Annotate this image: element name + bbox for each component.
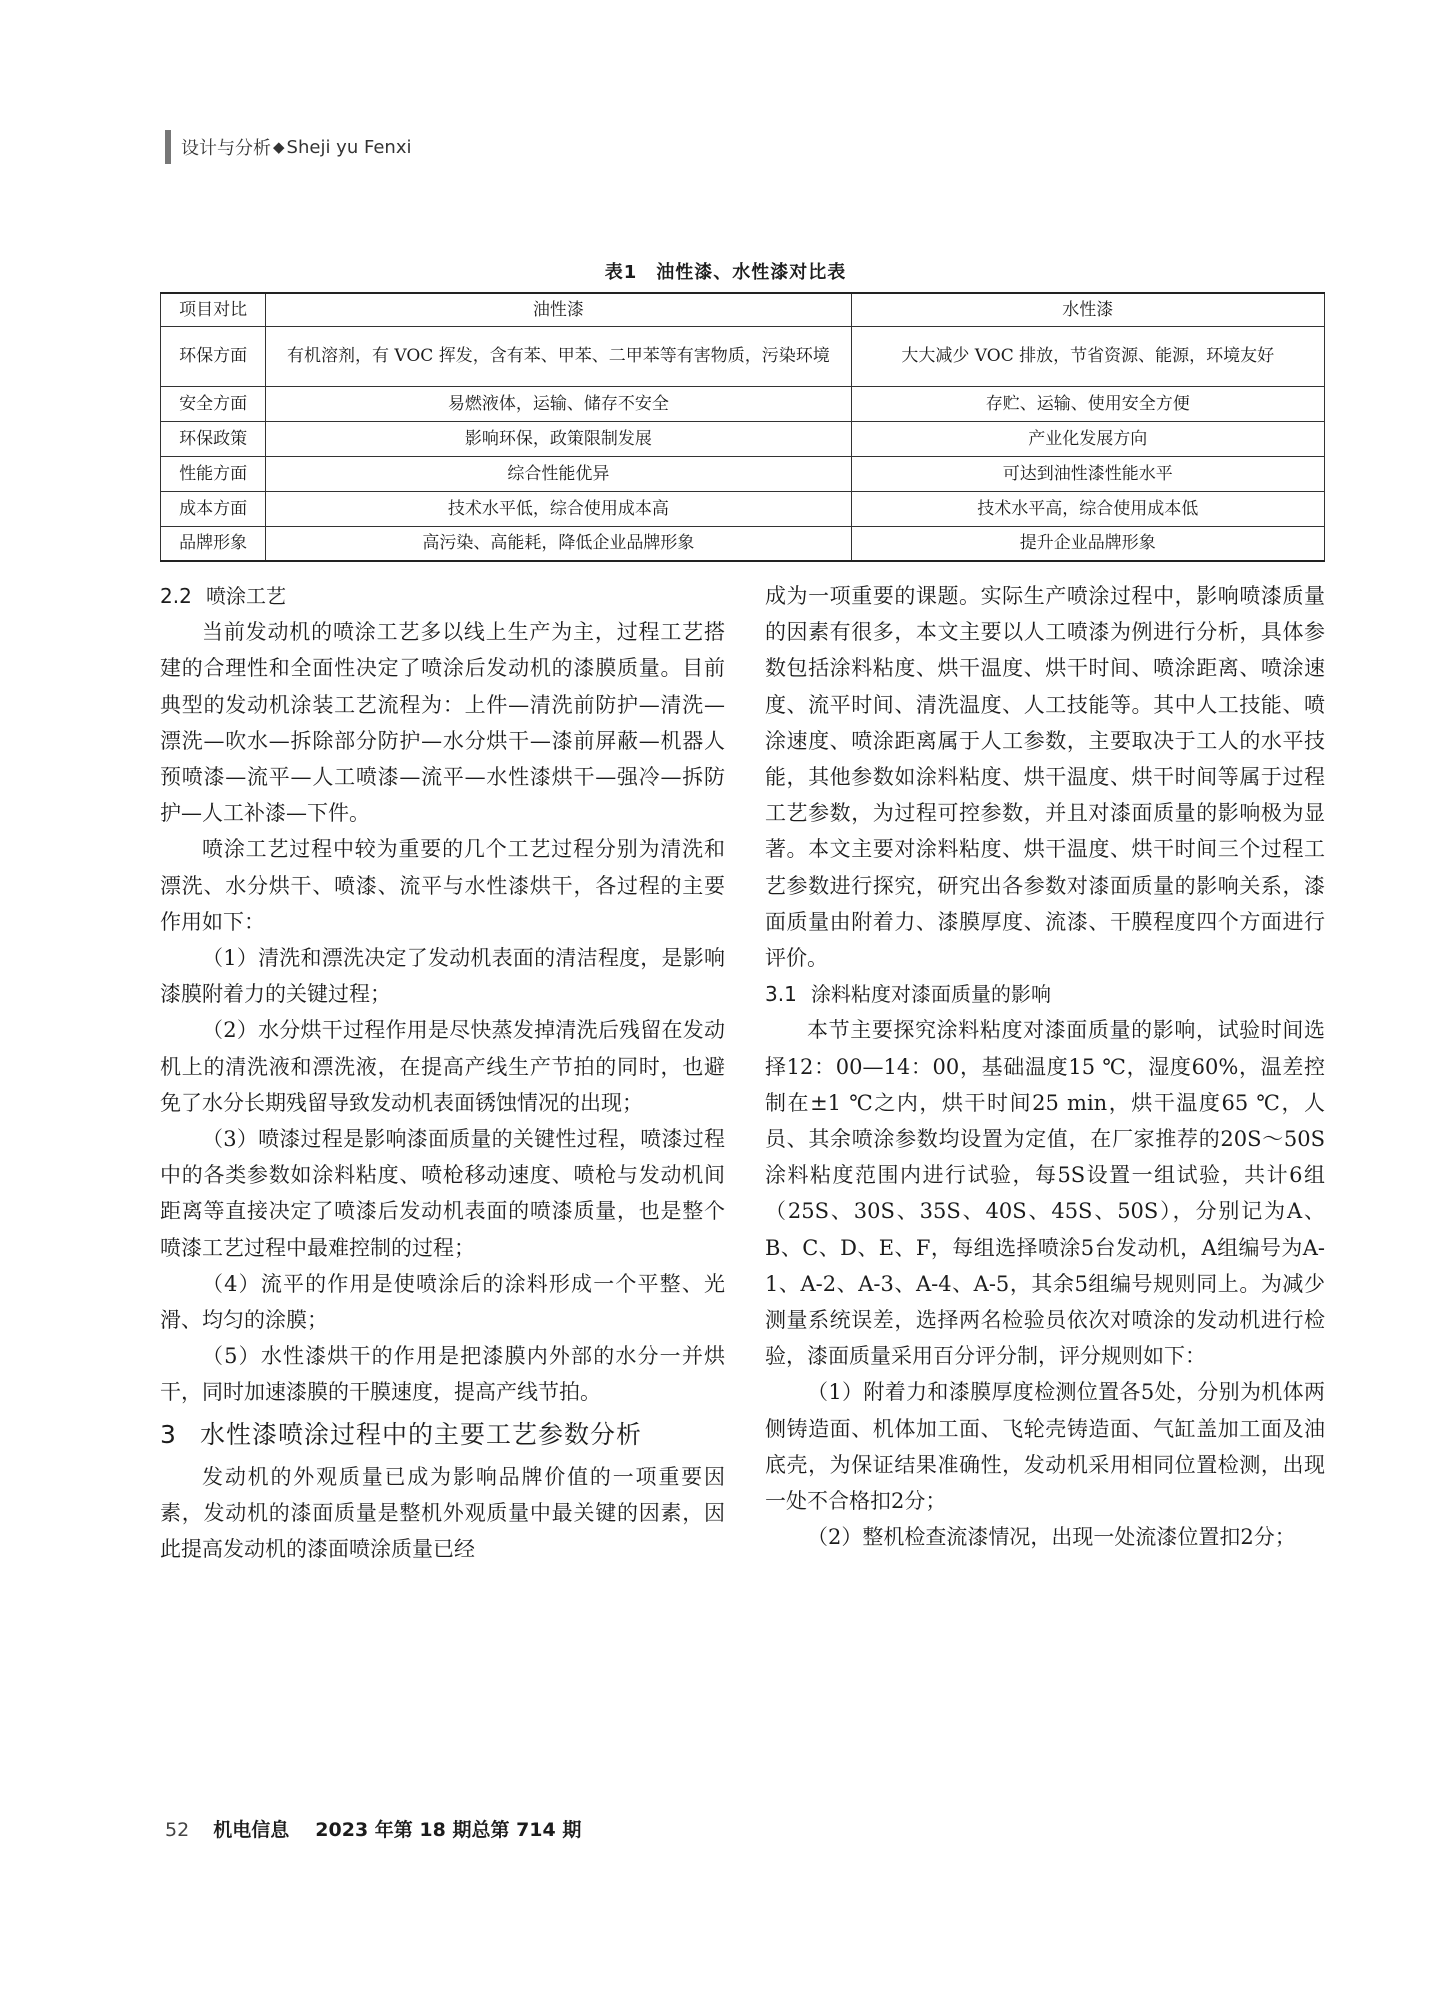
list-item: （2）水分烘干过程作用是尽快蒸发掉清洗后残留在发动机上的清洗液和漂洗液，在提高产线生产节拍的同时，也避免了水分长期残留导致发动机表面锈蚀情况的出现； xyxy=(160,1018,725,1115)
section-heading-3 xyxy=(160,1415,725,1455)
table-cell: 环保方面 xyxy=(161,326,266,386)
table-cell: 环保政策 xyxy=(161,421,266,456)
table-cell: 安全方面 xyxy=(161,386,266,421)
table-header-row xyxy=(161,293,1325,326)
table-cell: 技术水平高，综合使用成本低 xyxy=(851,491,1325,526)
table-cell: 影响环保，政策限制发展 xyxy=(266,421,851,456)
section-title: 喷涂工艺 xyxy=(206,584,286,608)
right-column xyxy=(765,578,1325,1555)
page-footer xyxy=(165,1815,581,1842)
paragraph: 成为一项重要的课题。实际生产喷涂过程中，影响喷漆质量的因素有很多，本文主要以人工喷漆为例进行分析，具体参数包括涂料粘度、烘干温度、烘干时间、喷涂距离、喷涂速度、流平时间、清洗温度、人工技能等。其中人工技能、喷涂速度、喷涂距离属于人工参数，主要取决于工人的水平技能，其他参数如涂料粘度、烘干温度、烘干时间等属于过程工艺参数，为过程可控参数，并且对漆面质量的影响极为显著。本文主要对涂料粘度、烘干温度、烘干时间三个过程工艺参数进行探究，研究出各参数对漆面质量的影响关系，漆面质量由附着力、漆膜厚度、流漆、干膜程度四个方面进行评价。 xyxy=(765,584,1325,971)
table-cell: 性能方面 xyxy=(161,456,266,491)
table-cell: 提升企业品牌形象 xyxy=(851,526,1325,561)
table-cell: 成本方面 xyxy=(161,491,266,526)
section-title: 水性漆喷涂过程中的主要工艺参数分析 xyxy=(200,1419,643,1449)
list-item: （2）整机检查流漆情况，出现一处流漆位置扣2分； xyxy=(807,1525,1296,1550)
section-number: 3.1 xyxy=(765,982,797,1007)
table-cell: 产业化发展方向 xyxy=(851,421,1325,456)
section-title: 涂料粘度对漆面质量的影响 xyxy=(811,982,1051,1007)
table-row xyxy=(161,526,1325,561)
list-item: （1）清洗和漂洗决定了发动机表面的清洁程度，是影响漆膜附着力的关键过程； xyxy=(160,946,725,1007)
header-pinyin: Sheji yu Fenxi xyxy=(286,136,412,158)
table-row xyxy=(161,491,1325,526)
table-cell: 技术水平低，综合使用成本高 xyxy=(266,491,851,526)
header-bar xyxy=(165,130,171,164)
table-cell: 品牌形象 xyxy=(161,526,266,561)
table-row xyxy=(161,421,1325,456)
table-cell: 高污染、高能耗，降低企业品牌形象 xyxy=(266,526,851,561)
comparison-table xyxy=(160,292,1325,562)
left-column xyxy=(160,578,725,1567)
table-cell: 可达到油性漆性能水平 xyxy=(851,456,1325,491)
table-cell: 大大减少 VOC 排放，节省资源、能源，环境友好 xyxy=(851,326,1325,386)
paragraph: 喷涂工艺过程中较为重要的几个工艺过程分别为清洗和漂洗、水分烘干、喷漆、流平与水性漆烘干，各过程的主要作用如下： xyxy=(160,837,725,934)
table-cell: 有机溶剂，有 VOC 挥发，含有苯、甲苯、二甲苯等有害物质，污染环境 xyxy=(266,326,851,386)
table-header-cell: 油性漆 xyxy=(266,293,851,326)
section-heading-3-1 xyxy=(765,976,1325,1012)
table-row xyxy=(161,456,1325,491)
running-header xyxy=(165,130,411,164)
diamond-icon: ◆ xyxy=(273,138,285,156)
section-number: 3 xyxy=(160,1419,177,1449)
table-cell: 易燃液体，运输、储存不安全 xyxy=(266,386,851,421)
list-item: （1）附着力和漆膜厚度检测位置各5处，分别为机体两侧铸造面、机体加工面、飞轮壳铸造面、气缸盖加工面及油底壳，为保证结果准确性，发动机采用相同位置检测，出现一处不合格扣2分； xyxy=(765,1380,1325,1514)
table-header-cell: 水性漆 xyxy=(851,293,1325,326)
list-item: （3）喷漆过程是影响漆面质量的关键性过程，喷漆过程中的各类参数如涂料粘度、喷枪移动速度、喷枪与发动机间距离等直接决定了喷漆后发动机表面的喷漆质量，也是整个喷漆工艺过程中最难控制的过程； xyxy=(160,1127,725,1260)
paragraph: 本节主要探究涂料粘度对漆面质量的影响，试验时间选择12：00—14：00，基础温度15 ℃，湿度60%，温差控制在±1 ℃之内，烘干时间25 min，烘干温度65 ℃，人员、其余喷涂参数均设置为定值，在厂家推荐的20S～50S涂料粘度范围内进行试验，每5S设置一组试验，共计6组（25S、30S、35S、40S、45S、50S），分别记为A、B、C、D、E、F，每组选择喷涂5台发动机，A组编号为A-1、A-2、A-3、A-4、A-5，其余5组编号规则同上。为减少测量系统误差，选择两名检验员依次对喷涂的发动机进行检验，漆面质量采用百分评分制，评分规则如下： xyxy=(765,1018,1325,1369)
paragraph: 当前发动机的喷涂工艺多以线上生产为主，过程工艺搭建的合理性和全面性决定了喷涂后发动机的漆膜质量。目前典型的发动机涂装工艺流程为：上件—清洗前防护—清洗—漂洗—吹水—拆除部分防护—水分烘干—漆前屏蔽—机器人预喷漆—流平—人工喷漆—流平—水性漆烘干—强冷—拆防护—人工补漆—下件。 xyxy=(160,620,725,826)
page-number: 52 xyxy=(165,1819,190,1841)
header-section: 设计与分析 xyxy=(181,138,271,159)
list-item: （4）流平的作用是使喷涂后的涂料形成一个平整、光滑、均匀的涂膜； xyxy=(160,1271,725,1333)
table-cell: 综合性能优异 xyxy=(266,456,851,491)
paragraph: 发动机的外观质量已成为影响品牌价值的一项重要因素，发动机的漆面质量是整机外观质量中最关键的因素，因此提高发动机的漆面喷涂质量已经 xyxy=(160,1464,725,1562)
table-row xyxy=(161,386,1325,421)
table-header-cell: 项目对比 xyxy=(161,293,266,326)
journal-name: 机电信息 xyxy=(213,1819,290,1841)
section-heading-2-2 xyxy=(160,578,725,614)
list-item: （5）水性漆烘干的作用是把漆膜内外部的水分一并烘干，同时加速漆膜的干膜速度，提高产线节拍。 xyxy=(160,1344,725,1405)
table-cell: 存贮、运输、使用安全方便 xyxy=(851,386,1325,421)
section-number: 2.2 xyxy=(160,584,192,608)
table-row xyxy=(161,326,1325,386)
issue-info: 2023 年第 18 期总第 714 期 xyxy=(315,1819,582,1841)
table-caption: 表1 油性漆、水性漆对比表 xyxy=(604,262,847,283)
